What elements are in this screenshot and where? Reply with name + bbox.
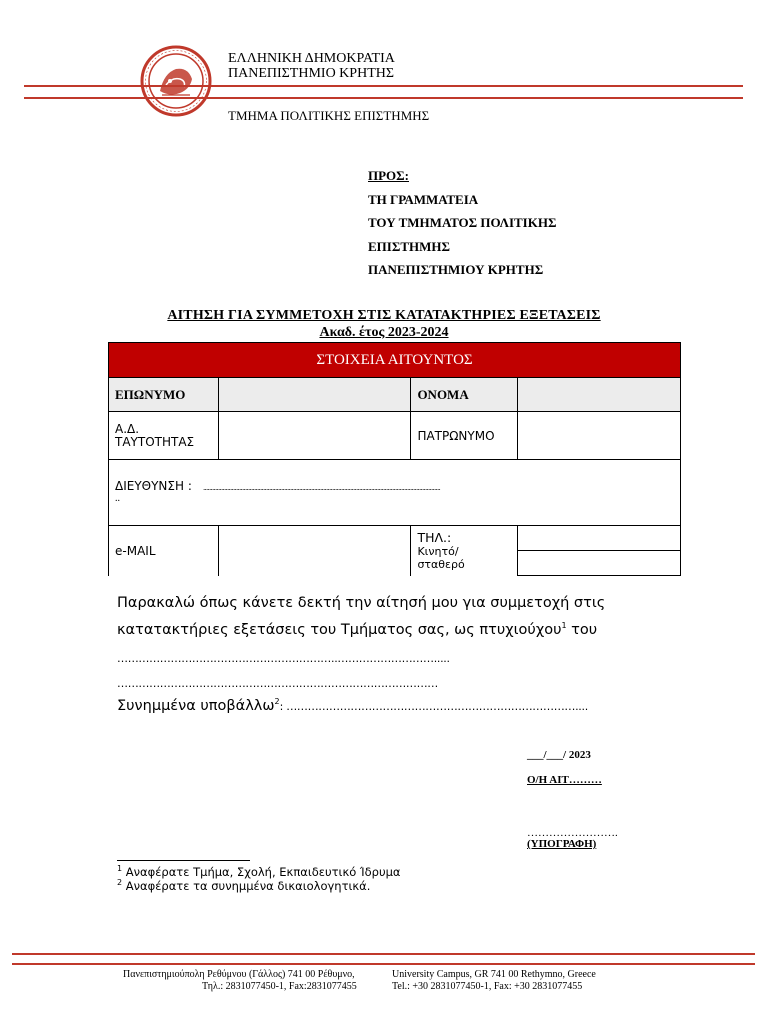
recipient-line-1: ΤΗ ΓΡΑΜΜΑΤΕΙΑ [368,191,479,207]
footnote-1-text: Αναφέρατε Τμήμα, Σχολή, Εκπαιδευτικό Ίδρυμα [122,864,401,879]
father-name-label: ΠΑΤΡΩΝΥΜΟ [411,412,518,460]
header-university: ΠΑΝΕΠΙΣΤΗΜΙΟ ΚΡΗΤΗΣ [228,66,395,81]
attachments-line [117,697,588,714]
recipient-block [368,164,556,282]
footnote-2-text: Αναφέρατε τα συνημμένα δικαιολογητικά. [122,878,371,893]
section-title-applicant-details: ΣΤΟΙΧΕΙΑ ΑΙΤΟΥΝΤΟΣ [109,343,681,378]
signature-label: (ΥΠΟΓΡΑΦΗ) [527,838,597,850]
signature-date: ___/___/ 2023 [527,749,591,761]
header-rule-top [24,85,743,87]
request-paragraph-line-2 [117,621,597,638]
footnote-1-number: 1 [117,864,123,873]
recipient-line-4: ΠΑΝΕΠΙΣΤΗΜΙΟΥ ΚΡΗΤΗΣ [368,262,544,277]
father-name-field[interactable] [518,412,681,460]
footer-rule-top [12,953,755,955]
id-card-field[interactable] [218,412,411,460]
footer-phone-english: Tel.: +30 2831077450-1, Fax: +30 2831077455 [392,981,583,992]
footnote-1 [117,864,401,879]
footer-rule-bottom [12,963,755,965]
footer-phone-greek: Τηλ.: 2831077450-1, Fax:2831077455 [202,981,357,992]
address-label: ΔΙΕΥΘΥΝΣΗ : [115,479,192,493]
id-card-label: Α.Δ. ΤΑΥΤΟΤΗΤΑΣ [109,412,219,460]
footnote-separator [117,860,250,861]
applicant-details-table [108,342,681,576]
phone-label-cell [411,526,518,576]
address-field[interactable] [109,460,681,526]
department-name: ΤΜΗΜΑ ΠΟΛΙΤΙΚΗΣ ΕΠΙΣΤΗΜΗΣ [228,108,430,123]
email-field[interactable] [218,526,411,576]
address-dots-continued: .. [115,493,120,504]
footer-address-english: University Campus, GR 741 00 Rethymno, Greece [392,969,596,980]
degree-dots-line-1: ……………………………………………………..………………………..... [117,652,450,665]
recipient-to-label: ΠΡΟΣ: [368,168,409,183]
footnote-2 [117,878,370,893]
address-dots: .............................................................................................................................................................. [203,483,441,492]
name-field[interactable] [518,378,681,412]
request-text-part-b: του [566,621,598,638]
footnote-2-number: 2 [117,878,123,887]
header-republic: ΕΛΛΗΝΙΚΗ ΔΗΜΟΚΡΑΤΙΑ [228,51,395,66]
phone-field-mobile[interactable] [518,526,681,551]
applicant-label: Ο/Η ΑΙΤ……… [527,774,602,786]
academic-year: Ακαδ. έτος 2023-2024 [319,325,449,340]
footer-address-greek: Πανεπιστημιούπολη Ρεθύμνου (Γάλλος) 741 00 Ρέθυμνο, [123,969,355,980]
recipient-line-3: ΕΠΙΣΤΗΜΗΣ [368,238,451,254]
phone-type-label: Κινητό/ σταθερό [417,545,465,571]
university-seal-logo [140,45,212,117]
header-rule-bottom [24,97,743,99]
footnote-mark-1: 1 [561,621,567,630]
surname-label: ΕΠΩΝΥΜΟ [109,378,219,412]
name-label: ΟΝΟΜΑ [411,378,518,412]
attachments-dots: : ……………………………………………………………………….... [279,699,588,713]
attachments-label: Συνημμένα υποβάλλω [117,697,275,714]
footnote-mark-2: 2 [274,697,280,706]
application-title: ΑΙΤΗΣΗ ΓΙΑ ΣΥΜΜΕΤΟΧΗ ΣΤΙΣ ΚΑΤΑΤΑΚΤΗΡΙΕΣ ΕΞΕΤΑΣΕΙΣ [167,308,601,323]
surname-field[interactable] [218,378,411,412]
signature-dots: ……………………. [527,827,618,839]
phone-field-landline[interactable] [518,551,681,576]
request-text-part-a: κατατακτήριες εξετάσεις του Τμήματος σας, ως πτυχιούχου [117,621,562,638]
recipient-line-2: ΤΟΥ ΤΜΗΜΑΤΟΣ ΠΟΛΙΤΙΚΗΣ [368,215,557,230]
degree-dots-line-2: ……………………………………………………………………………… [117,677,439,690]
email-label: e-MAIL [109,526,219,576]
request-paragraph-line-1: Παρακαλώ όπως κάνετε δεκτή την αίτησή μου για συμμετοχή στις [117,595,606,611]
phone-label: ΤΗΛ.: [417,530,452,545]
